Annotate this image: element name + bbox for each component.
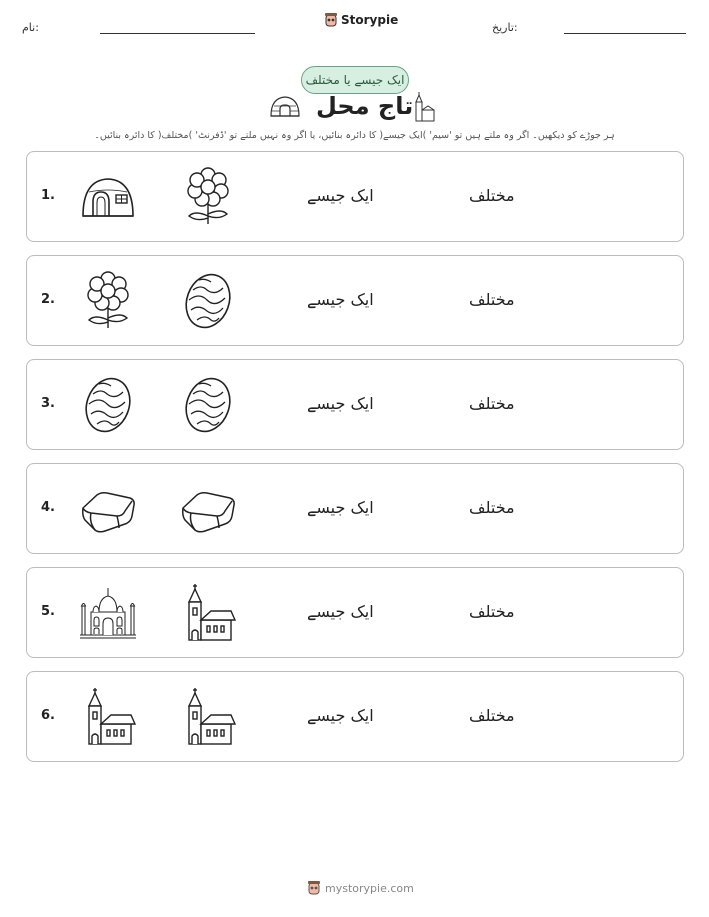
date-label: تاریخ: (492, 21, 518, 34)
option-same[interactable]: ایک جیسے (307, 602, 374, 621)
flower-icon (77, 270, 139, 332)
option-same[interactable]: ایک جیسے (307, 706, 374, 725)
row-number: 5. (41, 604, 55, 619)
option-different[interactable]: مختلف (469, 186, 515, 205)
brand-logo (324, 12, 398, 28)
church-icon (177, 582, 239, 644)
igloo-icon (269, 94, 301, 118)
stone-icon (177, 374, 239, 436)
row-number: 6. (41, 708, 55, 723)
soap-icon (177, 478, 239, 540)
date-line[interactable] (564, 33, 686, 34)
option-different[interactable]: مختلف (469, 602, 515, 621)
stone-icon (177, 270, 239, 332)
church-icon (77, 686, 139, 748)
exercise-row (26, 151, 684, 242)
topic-badge: ایک جیسے یا مختلف (301, 66, 409, 94)
exercise-row (26, 671, 684, 762)
option-same[interactable]: ایک جیسے (307, 498, 374, 517)
name-line[interactable] (100, 33, 255, 34)
row-number: 4. (41, 500, 55, 515)
footer-url: mystorypie.com (325, 881, 414, 895)
storypie-mascot-icon (324, 12, 338, 28)
soap-icon (77, 478, 139, 540)
name-label: نام: (22, 21, 39, 34)
option-different[interactable]: مختلف (469, 394, 515, 413)
footer (307, 880, 414, 896)
storypie-mascot-icon (307, 880, 321, 896)
exercise-row (26, 359, 684, 450)
option-same[interactable]: ایک جیسے (307, 290, 374, 309)
option-different[interactable]: مختلف (469, 498, 515, 517)
option-different[interactable]: مختلف (469, 290, 515, 309)
instructions-text: ہر جوڑے کو دیکھیں۔ اگر وہ ملتے ہیں تو 'سیم' )ایک جیسے( کا دائرہ بنائیں، یا اگر وہ نہیں ملتے تو 'ڈفرنٹ' )مختلف( کا دائرہ بنائیں۔ (94, 130, 615, 141)
church-icon (177, 686, 239, 748)
exercise-row (26, 463, 684, 554)
option-different[interactable]: مختلف (469, 706, 515, 725)
exercise-row (26, 255, 684, 346)
row-number: 1. (41, 188, 55, 203)
page-title: تاج محل (316, 92, 414, 120)
igloo-icon (77, 166, 139, 228)
row-number: 3. (41, 396, 55, 411)
option-same[interactable]: ایک جیسے (307, 186, 374, 205)
title-row (0, 92, 709, 126)
option-same[interactable]: ایک جیسے (307, 394, 374, 413)
exercise-row (26, 567, 684, 658)
row-number: 2. (41, 292, 55, 307)
flower-icon (177, 166, 239, 228)
church-icon (413, 92, 435, 122)
taj-mahal-icon (77, 582, 139, 644)
stone-icon (77, 374, 139, 436)
brand-name: Storypie (341, 13, 399, 27)
